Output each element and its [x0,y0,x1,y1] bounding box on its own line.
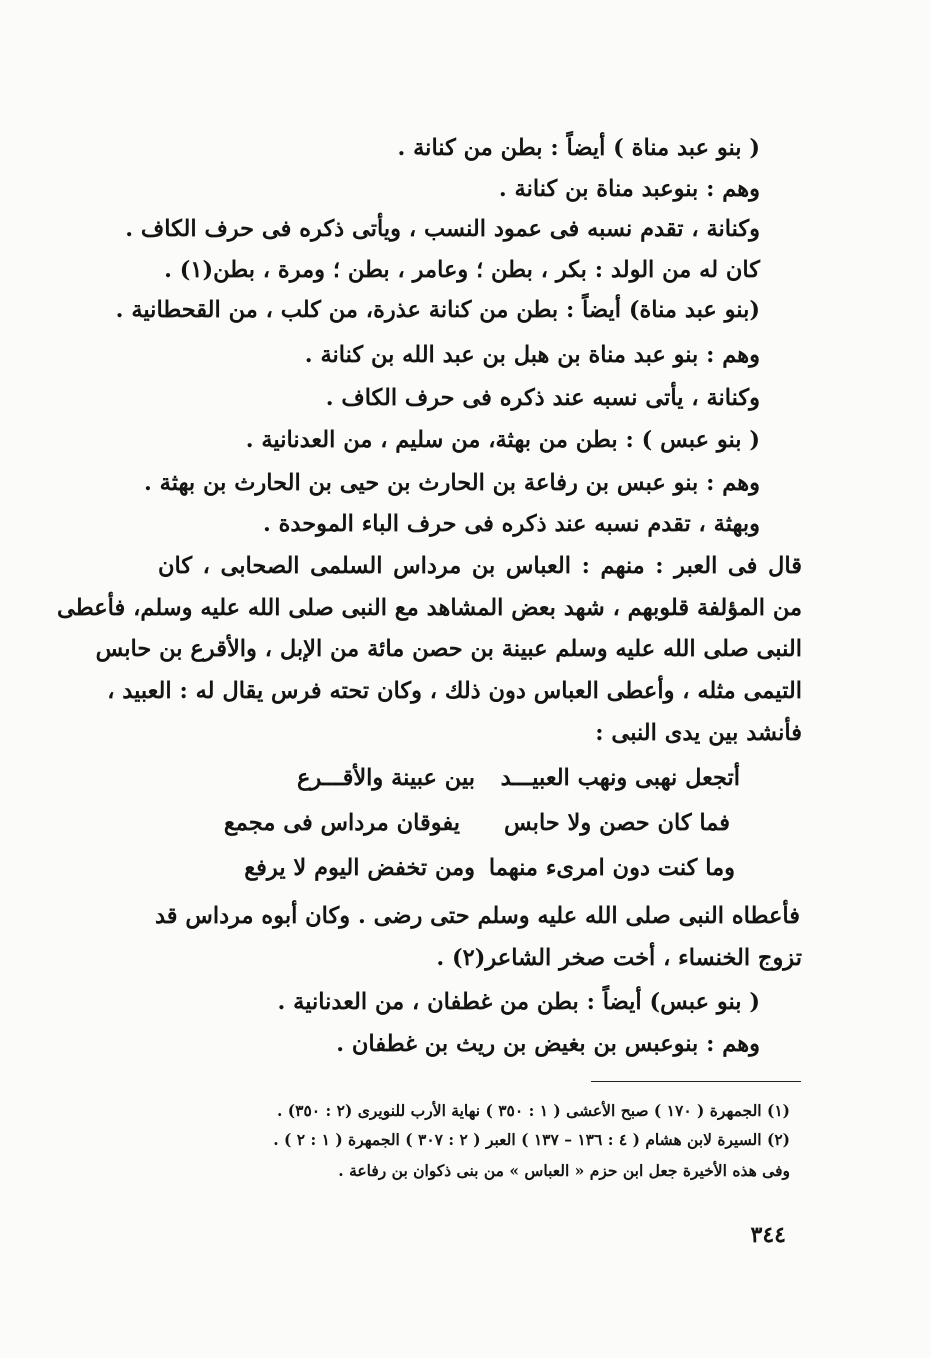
body-line: فأعطاه النبى صلى الله عليه وسلم حتى رضى . وكان أبوه مرداس قد [154,903,800,929]
poem-verse-second-hemistich: بين عبينة والأقـــرع [296,765,475,791]
body-line: وهم : بنو عبس بن رفاعة بن الحارث بن حيى بن الحارث بن بهثة . [143,470,760,496]
footnote-2-continuation: وفى هذه الأخيرة جعل ابن حزم « العباس » من بنى ذكوان بن رفاعة . [338,1161,790,1180]
poem-verse-second-hemistich: ومن تخفض اليوم لا يرفع [244,855,475,881]
body-line: التيمى مثله ، وأعطى العباس دون ذلك ، وكان تحته فرس يقال له : العبيد ، [107,678,802,704]
body-line: كان له من الولد : بكر ، بطن ؛ وعامر ، بطن ؛ ومرة ، بطن(١) . [164,257,760,283]
entry-heading-bani-abd-manat-2: (بنو عبد مناة) أيضاً : بطن من كنانة عذرة، من كلب ، من القحطانية . [115,297,760,323]
body-line: وكنانة ، تقدم نسبه فى عمود النسب ، ويأتى ذكره فى حرف الكاف . [125,216,760,242]
page-number: ٣٤٤ [750,1222,786,1248]
body-line: قال فى العبر : منهم : العباس بن مرداس السلمى الصحابى ، كان [158,553,802,579]
body-line: من المؤلفة قلوبهم ، شهد بعض المشاهد مع النبى صلى الله عليه وسلم، فأعطى [57,595,802,621]
body-line: النبى صلى الله عليه وسلم عبينة بن حصن مائة من الإبل ، والأقرع بن حابس [95,636,802,662]
poem-verse-first-hemistich: فما كان حصن ولا حابس [504,810,730,836]
entry-heading-bani-abd-manat: ( بنو عبد مناة ) أيضاً : بطن من كنانة . [397,135,760,161]
entry-heading-bani-abs-2: ( بنو عبس) أيضاً : بطن من غطفان ، من العدنانية . [277,989,760,1015]
poem-verse-first-hemistich: وما كنت دون امرىء منهما [488,855,735,881]
body-line: وهم : بنوعبس بن بغيض بن ريث بن غطفان . [336,1031,760,1057]
body-line: وهم : بنو عبد مناة بن هبل بن عبد الله بن كنانة . [304,342,760,368]
footnote-1: (١) الجمهرة ( ١٧٠ ) صبح الأعشى ( ١ : ٣٥٠ ) نهاية الأرب للنويرى (٢ : ٣٥٠) . [277,1101,790,1120]
poem-verse-first-hemistich: أتجعل نهبى ونهب العبيـــد [500,765,740,791]
body-line: فأنشد بين يدى النبى : [595,720,802,746]
footnote-2: (٢) السيرة لابن هشام ( ٤ : ١٣٦ – ١٣٧ ) العبر ( ٢ : ٣٠٧ ) الجمهرة ( ١ : ٢ ) . [273,1130,790,1149]
body-line: وبهثة ، تقدم نسبه عند ذكره فى حرف الباء الموحدة . [262,511,760,537]
body-line: وهم : بنوعبد مناة بن كنانة . [498,176,760,202]
body-line: تزوج الخنساء ، أخت صخر الشاعر(٢) . [436,945,802,971]
footnote-separator [591,1081,801,1082]
poem-verse-second-hemistich: يفوقان مرداس فى مجمع [223,810,460,836]
entry-heading-bani-abs: ( بنو عبس ) : بطن من بهثة، من سليم ، من العدنانية . [245,427,760,453]
body-line: وكنانة ، يأتى نسبه عند ذكره فى حرف الكاف . [325,385,760,411]
